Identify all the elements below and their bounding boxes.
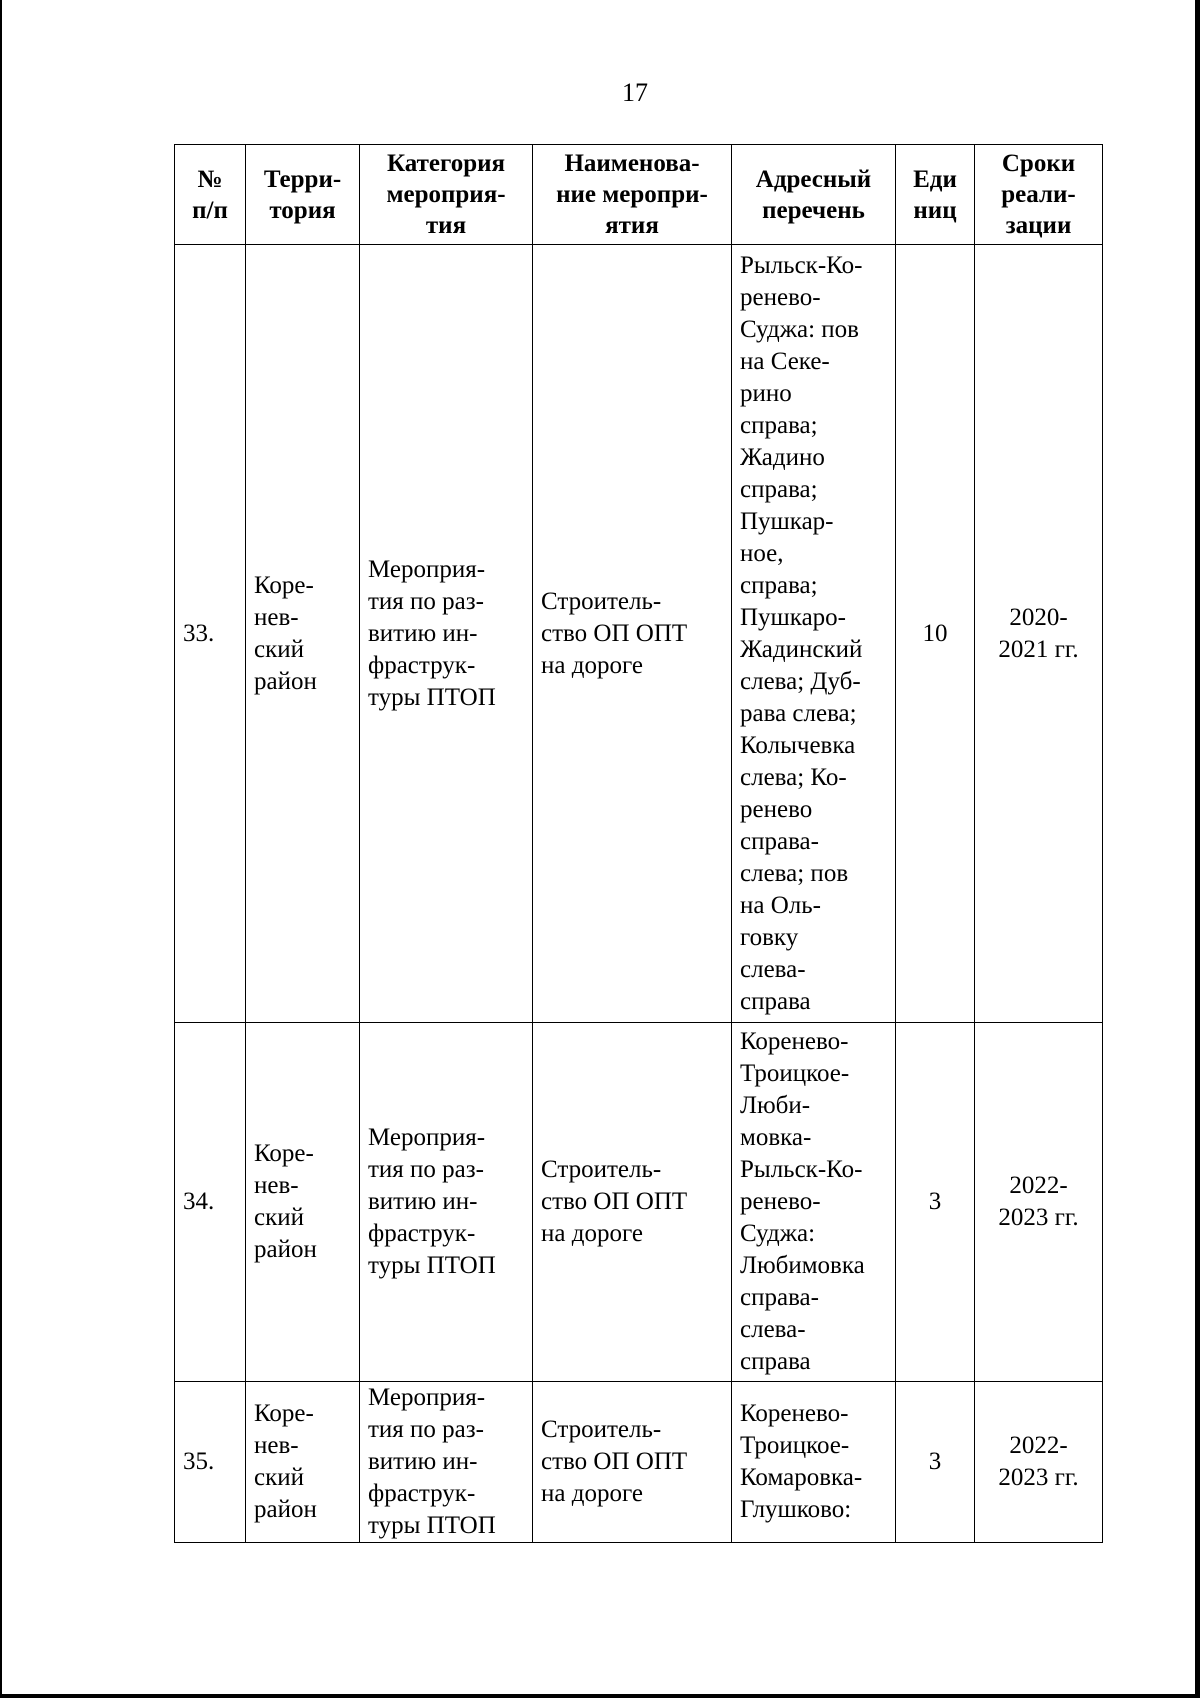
- cell-address: Коренево- Троицкое- Люби- мовка- Рыльск-Ко- ренево- Суджа: Любимовка справа- слева- справа: [732, 1023, 896, 1382]
- cell-name: Строитель- ство ОП ОПТ на дороге: [533, 245, 732, 1023]
- table-row: [175, 245, 1103, 1023]
- header-units: Еди ниц: [896, 145, 975, 245]
- cell-number: 35.: [175, 1382, 246, 1543]
- cell-name: Строитель- ство ОП ОПТ на дороге: [533, 1023, 732, 1382]
- cell-period: 2022- 2023 гг.: [975, 1382, 1103, 1543]
- table-row: [175, 1023, 1103, 1382]
- cell-territory: Коре- нев- ский район: [246, 1023, 360, 1382]
- cell-territory: Коре- нев- ский район: [246, 245, 360, 1023]
- cell-category: Мероприя- тия по раз- витию ин- фраструк- туры ПТОП: [360, 245, 533, 1023]
- cell-units: 3: [896, 1382, 975, 1543]
- cell-address: Рыльск-Ко- ренево- Суджа: пов на Секе- рино справа; Жадино справа; Пушкар- ное, справа; Пушкаро- Жадинский слева; Дуб- рава слева; Колычевка слева; Ко- ренево справа- слева; пов на Оль- говку слева- справа: [732, 245, 896, 1023]
- cell-units: 3: [896, 1023, 975, 1382]
- cell-territory: Коре- нев- ский район: [246, 1382, 360, 1543]
- scan-edge-right: [1195, 0, 1200, 1698]
- scan-edge-bottom: [0, 1694, 1200, 1698]
- scan-edge-left: [0, 0, 2, 1698]
- header-category: Категория мероприя- тия: [360, 145, 533, 245]
- table-header-row: [175, 145, 1103, 245]
- cell-category: Мероприя- тия по раз- витию ин- фраструк- туры ПТОП: [360, 1382, 533, 1543]
- header-territory: Терри- тория: [246, 145, 360, 245]
- cell-number: 34.: [175, 1023, 246, 1382]
- cell-period: 2022- 2023 гг.: [975, 1023, 1103, 1382]
- header-name: Наименова- ние меропри- ятия: [533, 145, 732, 245]
- cell-category: Мероприя- тия по раз- витию ин- фраструк- туры ПТОП: [360, 1023, 533, 1382]
- cell-period: 2020- 2021 гг.: [975, 245, 1103, 1023]
- measures-table: [174, 144, 1103, 1543]
- cell-address: Коренево- Троицкое- Комаровка- Глушково:: [732, 1382, 896, 1543]
- header-period: Сроки реали- зации: [975, 145, 1103, 245]
- header-address: Адресный перечень: [732, 145, 896, 245]
- page-number: 17: [622, 78, 648, 107]
- cell-name: Строитель- ство ОП ОПТ на дороге: [533, 1382, 732, 1543]
- cell-units: 10: [896, 245, 975, 1023]
- cell-number: 33.: [175, 245, 246, 1023]
- header-number: № п/п: [175, 145, 246, 245]
- table-row: [175, 1382, 1103, 1543]
